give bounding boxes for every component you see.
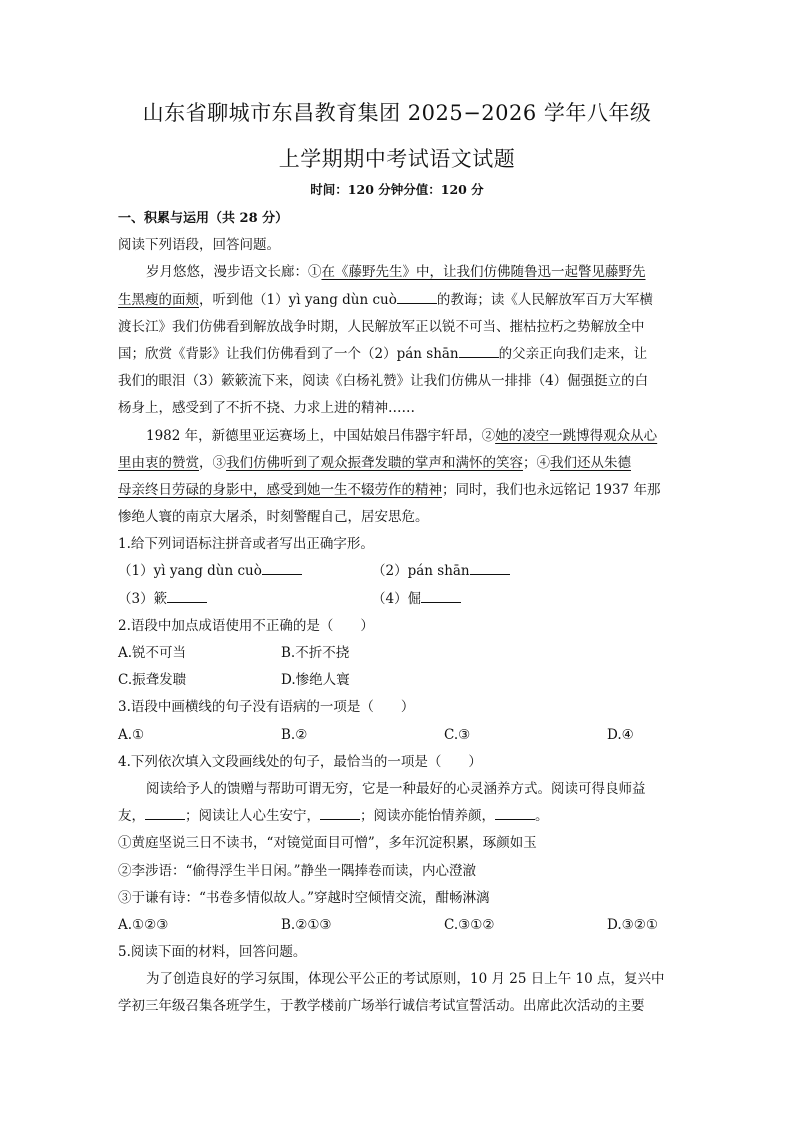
question-stem: 1.给下列词语标注拼音或者写出正确字形。 <box>118 536 374 553</box>
passage2-line: 惨绝人寰的南京大屠杀，时刻警醒自己，居安思危。 <box>118 509 429 526</box>
text-span: 1982 年，新德里亚运赛场上，中国姑娘吕伟器宇轩昂，② <box>146 427 496 444</box>
item-text: （4）倔 <box>372 590 422 607</box>
q1-item <box>372 586 461 613</box>
underlined-sentence: 里由衷的赞赏 <box>118 454 199 471</box>
answer-blank[interactable] <box>167 588 207 603</box>
text-span: 友， <box>118 808 145 825</box>
passage2-line <box>118 423 676 450</box>
option-b[interactable]: B.不折不挠 <box>281 645 350 661</box>
text-span: ，听到他（1）yì yang dùn cuò <box>199 291 397 308</box>
text-span: 的父亲正向我们走来，让 <box>498 345 648 362</box>
text-span: ；④ <box>523 454 550 471</box>
option-b[interactable]: B.② <box>281 726 308 743</box>
document-body <box>118 205 676 1021</box>
passage2-line <box>118 450 676 477</box>
passage1-line: 杨身上，感受到了不折不挠、力求上进的精神…… <box>118 400 415 417</box>
document-title-line2: 上学期期中考试语文试题 <box>278 147 516 171</box>
option-d[interactable]: D.④ <box>607 726 634 743</box>
option-a[interactable]: A.锐不可当 <box>118 645 187 661</box>
answer-blank[interactable] <box>470 560 510 575</box>
text-span: 岁月悠悠，漫步语文长廊：① <box>146 264 322 281</box>
underlined-sentence: 在《藤野先生》中，让我们仿佛随鲁迅一起瞥见藤野先 <box>321 264 646 281</box>
answer-blank[interactable] <box>262 560 302 575</box>
passage1-line: 渡长江》我们仿佛看到解放战争时期，人民解放军正以锐不可当、摧枯拉朽之势解放全中 <box>118 318 645 335</box>
q1-item <box>118 558 372 585</box>
q1-item <box>118 586 372 613</box>
underlined-sentence: 我们还从朱德 <box>550 454 631 471</box>
passage1-line: 我们的眼泪（3）簌簌流下来，阅读《白杨礼赞》让我们仿佛从一排排（4）倔强挺立的白 <box>118 373 649 390</box>
exam-meta: 时间：120 分钟分值：120 分 <box>310 182 484 197</box>
text-span: ，③ <box>199 454 226 471</box>
fill-blank <box>320 805 360 820</box>
text-span: 的教诲；读《人民解放军百万大军横 <box>436 291 653 308</box>
passage2-line <box>118 477 676 504</box>
q4-sentence-option: ①黄庭坚说三日不读书，“对镜觉面目可憎”，多年沉淀积累，琢颜如玉 <box>118 835 537 852</box>
text-span: 。 <box>535 808 549 825</box>
q1-row <box>118 586 676 613</box>
q4-sentence-option: ②李涉语：“偷得浮生半日闲。”静坐一隅捧卷而读，内心澄澈 <box>118 862 477 879</box>
fill-blank <box>459 343 499 358</box>
document-title-line1: 山东省聊城市东昌教育集团 2025−2026 学年八年级 <box>142 101 652 125</box>
q1-item <box>372 558 510 585</box>
option-b[interactable]: B.②①③ <box>281 916 332 933</box>
q4-options-row <box>118 912 676 939</box>
passage1-line <box>118 287 676 314</box>
question-stem: 3.语段中画横线的句子没有语病的一项是（ ） <box>118 699 415 716</box>
option-c[interactable]: C.③①② <box>444 916 495 933</box>
item-text: （2）pán shān <box>372 563 470 580</box>
q5-material-line: 学初三年级召集各班学生，于教学楼前广场举行诚信考试宣誓活动。出席此次活动的主要 <box>118 998 645 1015</box>
option-a[interactable]: A.① <box>118 726 145 743</box>
option-c[interactable]: C.振聋发聩 <box>118 672 187 689</box>
section-heading: 一、积累与运用（共 28 分） <box>118 211 289 226</box>
fill-blank <box>397 289 437 304</box>
q5-material-line: 为了创造良好的学习氛围，体现公平公正的考试原则，10 月 25 日上午 10 点，复兴中 <box>146 971 665 988</box>
underlined-sentence: 我们仿佛听到了观众振聋发聩的掌声和满怀的笑容 <box>226 454 523 471</box>
text-span: ；同时，我们也永远铭记 1937 年那 <box>442 481 661 498</box>
q4-sentence-option: ③于谦有诗：“书卷多情似故人。”穿越时空倾情交流，酣畅淋漓 <box>118 889 490 906</box>
question-stem: 5.阅读下面的材料，回答问题。 <box>118 944 307 961</box>
underlined-sentence: 母亲终日劳碌的身影中，感受到她一生不辍劳作的精神 <box>118 481 442 498</box>
answer-blank[interactable] <box>421 588 461 603</box>
passage1-line <box>118 341 676 368</box>
question-stem: 4.下列依次填入文段画线处的句子，最恰当的一项是（ ） <box>118 753 482 770</box>
text-span: ；阅读亦能怡情养颜， <box>360 808 495 825</box>
text-span: ；阅读让人心生安宁， <box>185 808 320 825</box>
option-d[interactable]: D.惨绝人寰 <box>281 672 350 689</box>
underlined-sentence: 生黑瘦的面颊 <box>118 291 199 308</box>
passage1-line <box>118 259 676 286</box>
item-text: （1）yì yang dùn cuò <box>118 563 262 580</box>
q1-row <box>118 558 676 585</box>
option-c[interactable]: C.③ <box>444 726 471 743</box>
item-text: （3）簌 <box>118 590 168 607</box>
q2-options-row <box>118 640 676 667</box>
option-d[interactable]: D.③②① <box>607 916 658 933</box>
text-span: 国；欣赏《背影》让我们仿佛看到了一个（2）pán shān <box>118 345 459 362</box>
option-a[interactable]: A.①②③ <box>118 916 169 933</box>
q4-passage-line <box>118 803 676 830</box>
q3-options-row <box>118 722 676 749</box>
q2-options-row <box>118 667 676 694</box>
fill-blank <box>145 805 185 820</box>
q4-passage-line: 阅读给予人的馈赠与帮助可谓无穷，它是一种最好的心灵涵养方式。阅读可得良师益 <box>146 780 646 797</box>
fill-blank <box>495 805 535 820</box>
underlined-sentence: 她的凌空一跳博得观众从心 <box>495 427 658 444</box>
question-stem: 2.语段中加点成语使用不正确的是（ ） <box>118 617 374 634</box>
section-intro: 阅读下列语段，回答问题。 <box>118 237 280 254</box>
